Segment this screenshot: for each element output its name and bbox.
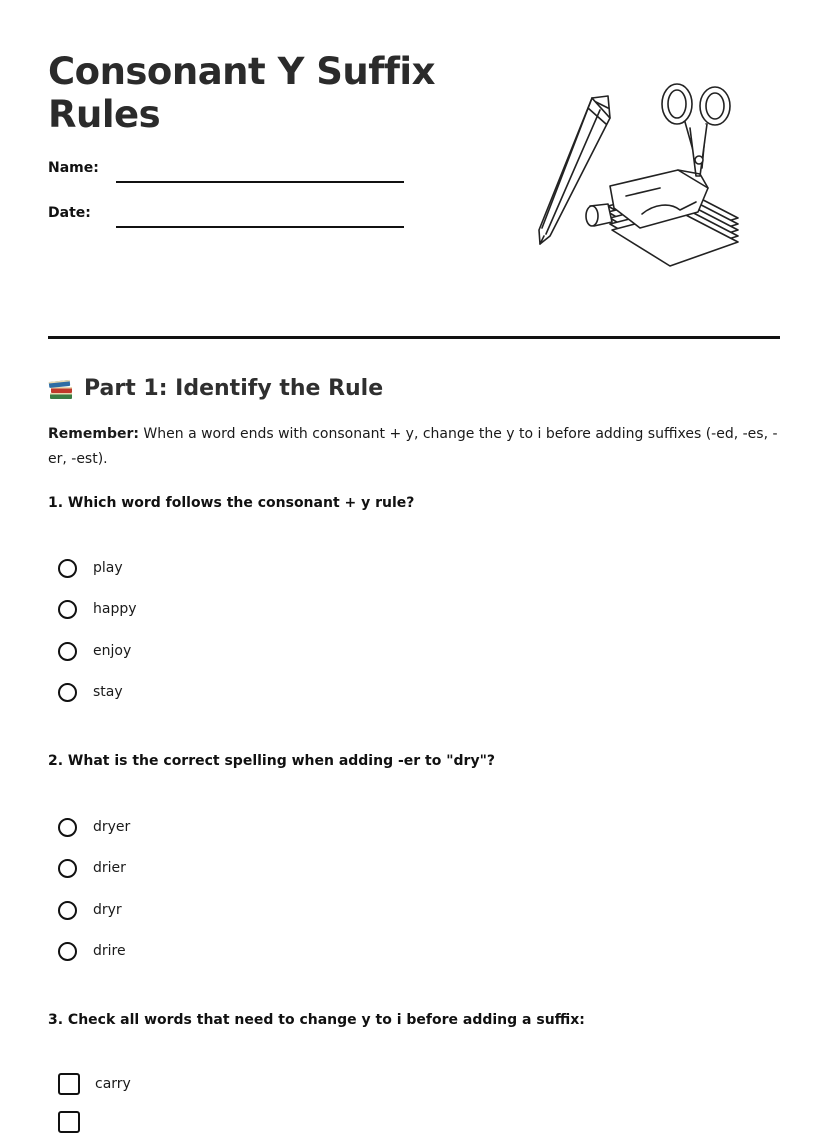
remember-text: When a word ends with consonant + y, change the y to i before adding suffixes (-ed, -es, -er, -est).: [48, 426, 778, 467]
part1-heading: [48, 374, 383, 404]
option-label: stay: [93, 684, 123, 700]
option-label: drire: [93, 943, 126, 959]
q3-option[interactable]: [58, 1072, 131, 1096]
radio-button[interactable]: [58, 683, 77, 702]
worksheet-title: Consonant Y Suffix Rules: [48, 50, 435, 136]
option-label: enjoy: [93, 643, 132, 659]
radio-button[interactable]: [58, 901, 77, 920]
date-label: Date:: [48, 205, 91, 221]
option-label: play: [93, 560, 123, 576]
radio-button[interactable]: [58, 600, 77, 619]
remember-note: [48, 422, 783, 472]
scissors-icon: [662, 84, 730, 176]
remember-label: Remember:: [48, 426, 139, 442]
q2-option[interactable]: [58, 939, 126, 963]
radio-button[interactable]: [58, 642, 77, 661]
option-label: dryr: [93, 902, 122, 918]
q2-option[interactable]: [58, 898, 122, 922]
paper-stack-icon: [608, 170, 738, 266]
radio-button[interactable]: [58, 942, 77, 961]
q1-option[interactable]: [58, 556, 123, 580]
q2-option[interactable]: [58, 815, 130, 839]
question-2-prompt: 2. What is the correct spelling when adding -er to "dry"?: [48, 753, 496, 769]
radio-button[interactable]: [58, 559, 77, 578]
section-divider: [48, 336, 780, 339]
question-1-prompt: 1. Which word follows the consonant + y rule?: [48, 495, 415, 511]
school-supplies-clipart: [530, 78, 750, 278]
q1-option[interactable]: [58, 639, 131, 663]
option-label: happy: [93, 601, 137, 617]
q2-option[interactable]: [58, 856, 126, 880]
option-label: carry: [95, 1076, 131, 1092]
eraser-icon: [586, 204, 612, 226]
name-label: Name:: [48, 160, 99, 176]
radio-button[interactable]: [58, 859, 77, 878]
books-icon: [48, 377, 74, 401]
question-3-prompt: 3. Check all words that need to change y to i before adding a suffix:: [48, 1012, 585, 1028]
option-label: drier: [93, 860, 126, 876]
q1-option[interactable]: [58, 597, 137, 621]
part1-heading-text: Part 1: Identify the Rule: [84, 376, 384, 401]
name-field[interactable]: [116, 181, 404, 183]
option-label: dryer: [93, 819, 131, 835]
radio-button[interactable]: [58, 818, 77, 837]
date-field[interactable]: [116, 226, 404, 228]
checkbox[interactable]: [58, 1111, 80, 1133]
q1-option[interactable]: [58, 680, 123, 704]
q3-option-partial[interactable]: [58, 1110, 95, 1134]
checkbox[interactable]: [58, 1073, 80, 1095]
